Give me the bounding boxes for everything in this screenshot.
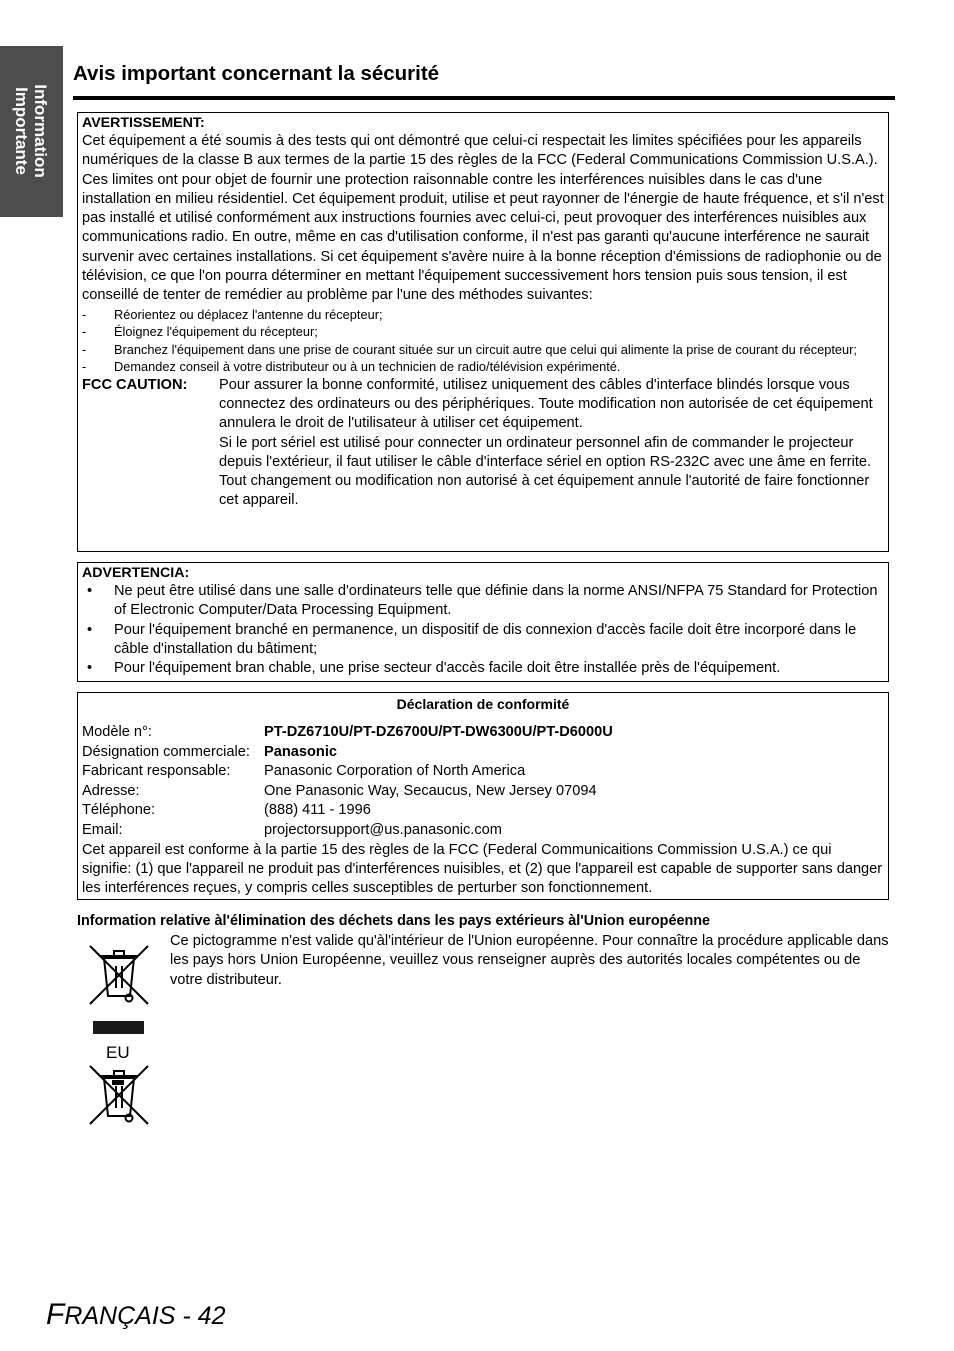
declaration-row-label: Désignation commerciale:	[82, 743, 250, 760]
declaration-row-label: Adresse:	[82, 782, 140, 799]
eu-label: EU	[106, 1043, 130, 1062]
warning-intro: Cet équipement a été soumis à des tests qui ont démontré que celui-ci respectait les limites spécifiées pour les appareils numériques de la classe B aux termes de la partie 15 des règles de la FCC (Federal Communications Commission U.S.A.). Ces limites ont pour objet de fournir une protection raisonnable contre les interférences nuisibles dans le cas d'une installation en milieu résidentiel. Cet équipement produit, utilise et peut rayonner de l'énergie de haute fréquence, et s'il n'est pas installé et utilisé conformément aux instructions fournies avec celui-ci, peut provoquer des interférences nuisibles aux communications radio. En outre, même en cas d'utilisation conforme, il n'est pas garanti qu'aucune interférence ne saurait survenir avec certaines installations. Si cet équipement s'avère nuire à la bonne réception d'émissions de radiophonie ou de télévision, ce que l'on pourra déterminer en mettant l'équipement successivement hors tension puis sous tension, il est conseillé de tenter de remédier au problème par l'une des méthodes suivantes:	[82, 133, 884, 304]
list-dash: -	[82, 324, 87, 340]
fcc-caution-label: FCC CAUTION:	[82, 376, 188, 393]
bullet-mark: •	[87, 660, 93, 677]
fcc-caution	[82, 376, 884, 511]
advertencia-list-item-text: Pour l'équipement bran chable, une prise secteur d'accès facile doit être installée près de l'équipement.	[114, 660, 781, 677]
warning-box	[77, 112, 889, 552]
list-dash: -	[82, 341, 87, 357]
declaration-row-label: Téléphone:	[82, 802, 156, 819]
declaration-row-value: projectorsupport@us.panasonic.com	[264, 821, 502, 838]
bullet-mark: •	[87, 621, 93, 638]
advertencia-heading: ADVERTENCIA:	[82, 565, 190, 581]
bullet-mark: •	[87, 583, 93, 599]
advertencia-list-item	[82, 621, 884, 660]
list-dash: -	[82, 306, 87, 322]
page-title: Avis important concernant la sécurité	[73, 62, 440, 85]
warning-heading: AVERTISSEMENT:	[82, 115, 205, 131]
declaration-row	[82, 801, 884, 821]
warning-list-item-text: Éloignez l'équipement du récepteur;	[114, 324, 318, 340]
declaration-row-label: Fabricant responsable:	[82, 763, 231, 780]
crossed-out-wheelie-bin-icon	[86, 942, 152, 1008]
side-tab-label: Information Importante	[12, 84, 50, 178]
weee-heading: Information relative àl'élimination des déchets dans les pays extérieurs àl'Union européenne	[77, 913, 711, 929]
weee-text: Ce pictogramme n'est valide qu'àl'intérieur de l'Union européenne. Pour connaître la procédure applicable dans les pays hors Union Européenne, veuillez vous renseigner auprès des autorités locales compétentes ou de votre distributeur.	[170, 933, 889, 988]
advertencia-list-item	[82, 659, 884, 678]
advertencia-list-item	[82, 582, 884, 621]
declaration-row-value: Panasonic Corporation of North America	[264, 763, 526, 780]
footer-language: RANÇAIS	[64, 1302, 176, 1330]
warning-list-item-text: Réorientez ou déplacez l'antenne du récepteur;	[114, 306, 383, 322]
footer-page-number: - 42	[175, 1302, 226, 1330]
declaration-row	[82, 723, 884, 743]
warning-list-item	[82, 341, 884, 359]
declaration-row-label: Modèle n°:	[82, 724, 152, 740]
list-dash: -	[82, 359, 87, 375]
declaration-row-value: (888) 411 - 1996	[264, 802, 371, 819]
crossed-out-wheelie-bin-eu-icon	[86, 1062, 152, 1128]
warning-list-item	[82, 323, 884, 341]
title-rule	[73, 96, 895, 100]
fcc-caution-text-1: Pour assurer la bonne conformité, utilisez uniquement des câbles d'interface blindés lorsque vous connectez des ordinateurs ou des périphériques. Toute modification non autorisée de cet équipement annulera le droit de l'utilisateur à utiliser cet équipement.	[219, 376, 873, 432]
footer-initial: F	[46, 1298, 65, 1331]
declaration-row	[82, 762, 884, 782]
declaration-row	[82, 743, 884, 763]
declaration-title: Déclaration de conformité	[396, 696, 570, 712]
fcc-caution-text-2: Si le port sériel est utilisé pour connecter un ordinateur personnel afin de commander le projecteur depuis l'extérieur, il faut utiliser le câble d'interface sériel en option RS-232C avec une âme en ferrite. Tout changement ou modification non autorisé à cet équipement annule l'autorité de faire fonctionner cet appareil.	[219, 434, 872, 509]
declaration-box	[77, 692, 889, 900]
declaration-row-value: Panasonic	[264, 743, 337, 760]
warning-list-item-text: Branchez l'équipement dans une prise de courant située sur un circuit autre que celui qui alimente la prise de courant du récepteur;	[114, 341, 857, 357]
advertencia-list-item-text: Pour l'équipement branché en permanence, un dispositif de dis connexion d'accès facile doit être incorporé dans le câble d'installation du bâtiment;	[114, 621, 857, 657]
eu-marker-bar	[93, 1021, 144, 1034]
declaration-row-value: One Panasonic Way, Secaucus, New Jersey 07094	[264, 782, 597, 799]
declaration-rows	[82, 723, 884, 841]
declaration-row-label: Email:	[82, 821, 123, 838]
warning-list	[82, 306, 884, 376]
warning-list-item-text: Demandez conseil à votre distributeur ou à un technicien de radio/télévision expérimenté.	[114, 359, 621, 375]
declaration-row	[82, 782, 884, 802]
advertencia-list	[82, 582, 884, 678]
advertencia-box	[77, 562, 889, 682]
warning-list-item	[82, 358, 884, 376]
advertencia-list-item-text: Ne peut être utilisé dans une salle d'ordinateurs telle que définie dans la norme ANSI/NFPA 75 Standard for Protection of Electronic Computer/Data Processing Equipment.	[114, 583, 878, 619]
page-footer	[46, 1298, 226, 1332]
warning-list-item	[82, 306, 884, 324]
declaration-row-value: PT-DZ6710U/PT-DZ6700U/PT-DW6300U/PT-D6000U	[264, 724, 613, 740]
declaration-statement: Cet appareil est conforme à la partie 15 des règles de la FCC (Federal Communicaitions Commission U.S.A.) ce qui signifie: (1) que l'appareil ne produit pas d'interférences nuisibles, et (2) que l'appareil est capable de supporter sans danger les interférences reçues, y compris celles susceptibles de perturber son fonctionnement.	[82, 841, 883, 897]
declaration-row	[82, 821, 884, 841]
